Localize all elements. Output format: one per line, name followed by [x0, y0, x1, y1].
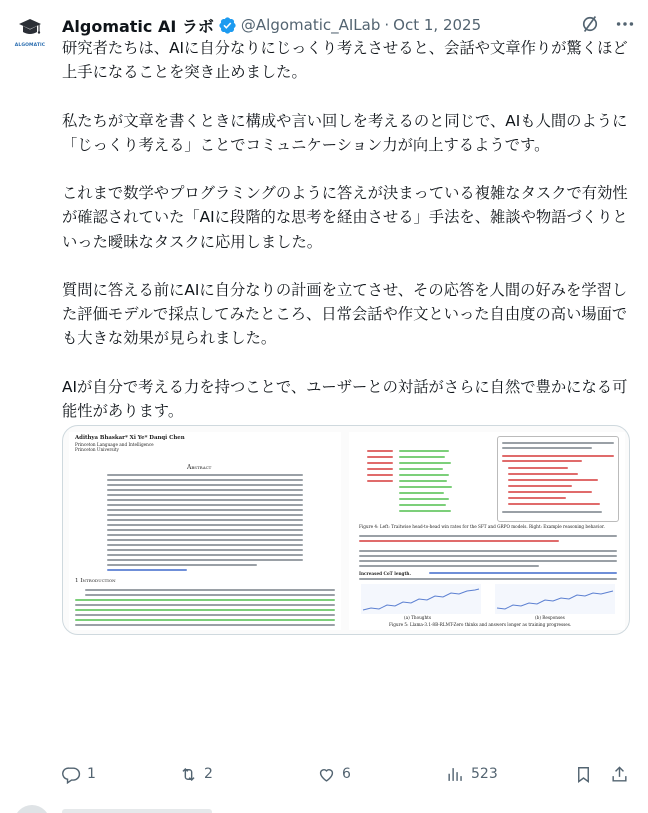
separator-dot: ·	[384, 16, 390, 34]
user-handle[interactable]: @Algomatic_AILab	[240, 16, 381, 34]
paper-authors: Adithya Bhaskar* Xi Ye* Danqi Chen	[75, 435, 185, 441]
grok-icon[interactable]	[580, 14, 600, 34]
avatar[interactable]	[10, 15, 50, 55]
views-count: 523	[471, 766, 498, 782]
reply-button[interactable]	[62, 762, 96, 786]
tweet-paragraph-4: 質問に答える前にAIに自分なりの計画を立てさせ、その応答を人間の好みを学習した評価モデルで採点してみたところ、日常会話や作文といった自由度の高い場面でも大きな効果が見られました。	[62, 280, 628, 348]
display-name[interactable]: Algomatic AI ラボ	[62, 16, 214, 36]
figure-4-caption: Figure 4: Left: Traitwise head-to-head win rates for the SFT and GRPO models. Right: Example reasoning behavior.	[359, 524, 605, 529]
figure-4-bar-chart	[359, 436, 459, 522]
heart-icon	[317, 765, 336, 784]
retweet-count: 2	[204, 766, 213, 782]
paper-affiliation: Princeton Language and Intelligence	[75, 442, 154, 447]
figure-5-responses-plot	[495, 584, 615, 614]
retweet-button[interactable]	[179, 762, 213, 786]
cot-length-heading: Increased CoT length.	[359, 571, 411, 576]
like-button[interactable]	[317, 762, 351, 786]
figure-5-caption: Figure 5: Llama-3.1-8B-RLMT-Zero thinks and answers longer as training progresses.	[389, 622, 572, 627]
verified-badge-icon	[218, 16, 237, 35]
next-tweet-avatar	[14, 805, 50, 813]
intro-heading: 1 Introduction	[75, 578, 116, 584]
reply-count: 1	[87, 766, 96, 782]
figure-5-right-label: (b) Responses	[535, 615, 565, 620]
avatar-logo-text: ALGOMATIC	[14, 43, 46, 48]
share-button[interactable]	[610, 762, 629, 786]
views-button[interactable]	[446, 762, 498, 786]
next-tweet-preview	[0, 803, 648, 813]
tweet-paragraph-5: AIが自分で考える力を持つことで、ユーザーとの対話がさらに自然で豊かになる可能性があります。	[62, 377, 628, 420]
tweet-media-image[interactable]	[62, 425, 630, 635]
figure-5-thoughts-plot	[361, 584, 481, 614]
tweet-paragraph-3: これまで数学やプログラミングのように答えが決まっている複雑なタスクで有効性が確認されていた「AIに段階的な思考を経由させる」手法を、雑談や物語づくりといった曖昧なタスクに応用しました。	[62, 184, 628, 251]
reply-icon	[62, 765, 81, 784]
bookmark-button[interactable]	[574, 762, 593, 786]
paper-university: Princeton University	[75, 447, 119, 452]
tweet-date[interactable]: Oct 1, 2025	[393, 16, 482, 34]
paper-page-left	[69, 432, 341, 630]
tweet-text	[62, 36, 628, 447]
views-icon	[446, 765, 465, 784]
retweet-icon	[179, 765, 198, 784]
figure-4-example-box	[497, 436, 619, 522]
tweet-paragraph-2: 私たちが文章を書くときに構成や言い回しを考えるのと同じで、AIも人間のように「じっくり考える」ことでコミュニケーション力が向上するようです。	[62, 111, 628, 154]
tweet-paragraph-1: 研究者たちは、AIに自分なりにじっくり考えさせると、会話や文章作りが驚くほど上手になることを突き止めました。	[62, 39, 628, 82]
more-options-icon[interactable]	[614, 13, 636, 35]
tweet-actions	[62, 762, 630, 786]
tweet-header	[62, 13, 636, 37]
graduation-cap-icon	[18, 17, 42, 39]
next-tweet-name-placeholder	[62, 809, 212, 813]
figure-5-left-label: (a) Thoughts	[404, 615, 432, 620]
header-actions	[580, 13, 636, 35]
abstract-heading: Abstract	[187, 464, 212, 471]
like-count: 6	[342, 766, 351, 782]
paper-page-right	[349, 432, 625, 630]
share-icon	[610, 765, 629, 784]
bookmark-icon	[574, 765, 593, 784]
